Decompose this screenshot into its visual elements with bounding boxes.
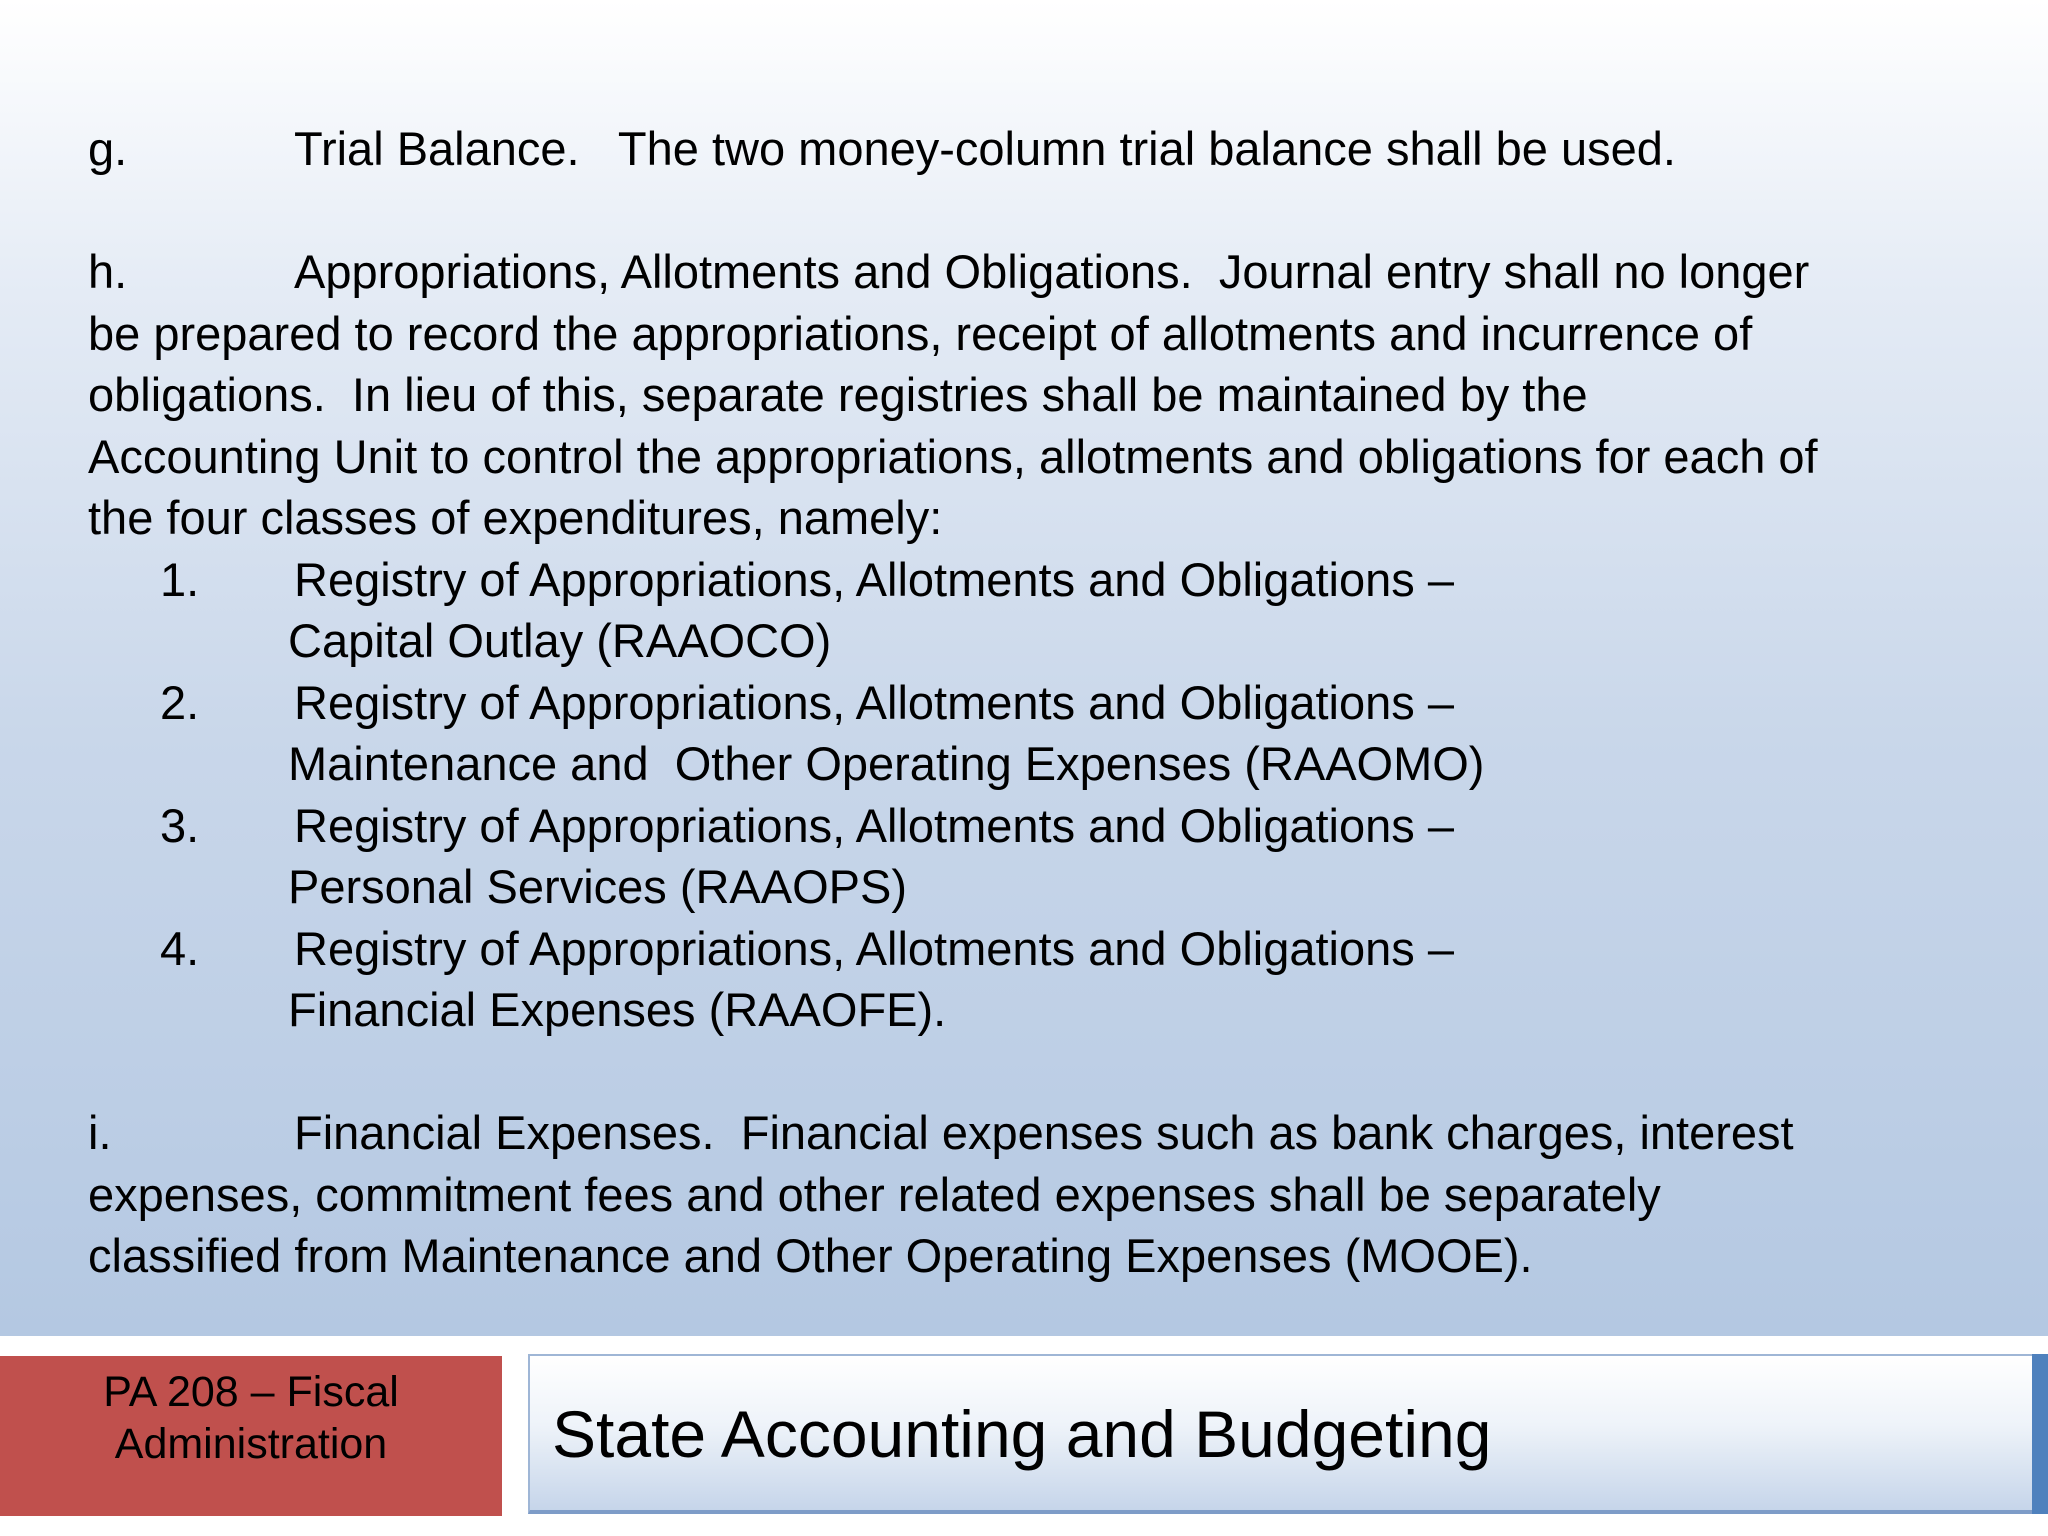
list-item-continuation: Personal Services (RAAOPS) (288, 860, 908, 913)
footer-title-box (528, 1354, 2032, 1514)
list-item (88, 549, 2008, 611)
spacer (88, 1041, 2008, 1103)
paragraph-i-text-1: Financial Expenses. Financial expenses such as bank charges, interest (294, 1106, 1794, 1159)
course-label-box (0, 1356, 502, 1516)
footer-title: State Accounting and Budgeting (552, 1397, 1492, 1471)
paragraph-i-line-2: expenses, commitment fees and other related expenses shall be separately (88, 1167, 1661, 1221)
paragraph-h-line-2: be prepared to record the appropriations, receipt of allotments and incurrence of (88, 306, 1753, 360)
paragraph-i-line-1 (88, 1102, 2008, 1164)
list-item-text: Registry of Appropriations, Allotments and Obligations – (294, 798, 1454, 852)
paragraph-h-text-1: Appropriations, Allotments and Obligations. Journal entry shall no longer (294, 245, 1810, 298)
paragraph-g-line-1 (88, 118, 2008, 180)
list-item (88, 795, 2008, 857)
list-item-continuation: Capital Outlay (RAAOCO) (288, 614, 832, 667)
course-label-line-1: PA 208 – Fiscal (103, 1368, 399, 1416)
list-item-number: 1. (160, 552, 200, 606)
list-item-text: Registry of Appropriations, Allotments and Obligations – (294, 675, 1454, 729)
paragraph-h-line-5: the four classes of expenditures, namely: (88, 491, 943, 544)
paragraph-g-marker: g. (88, 122, 128, 175)
paragraph-g-text: Trial Balance. The two money-column trial balance shall be used. (294, 122, 1676, 175)
list-item (88, 918, 2008, 980)
list-item-continuation: Financial Expenses (RAAOFE). (288, 983, 947, 1036)
list-item-number: 4. (160, 921, 200, 975)
list-item-text: Registry of Appropriations, Allotments and Obligations – (294, 921, 1454, 975)
list-item-continuation: Maintenance and Other Operating Expenses (RAAOMO) (288, 737, 1485, 790)
paragraph-h-line-4: Accounting Unit to control the appropriations, allotments and obligations for each of (88, 429, 1818, 483)
list-item-number: 3. (160, 798, 200, 852)
paragraph-i-line-3: classified from Maintenance and Other Operating Expenses (MOOE). (88, 1229, 1533, 1282)
list-item-text: Registry of Appropriations, Allotments and Obligations – (294, 552, 1454, 606)
footer-accent-bar (2032, 1354, 2048, 1514)
paragraph-h-line-3: obligations. In lieu of this, separate registries shall be maintained by the (88, 368, 1588, 421)
course-label-line-2: Administration (114, 1420, 388, 1468)
paragraph-h-marker: h. (88, 245, 128, 298)
slide-body (88, 118, 2008, 1287)
paragraph-i-marker: i. (88, 1106, 112, 1159)
spacer (88, 180, 2008, 242)
list-item-number: 2. (160, 675, 200, 729)
list-item (88, 672, 2008, 734)
paragraph-h-line-1 (88, 241, 2008, 303)
